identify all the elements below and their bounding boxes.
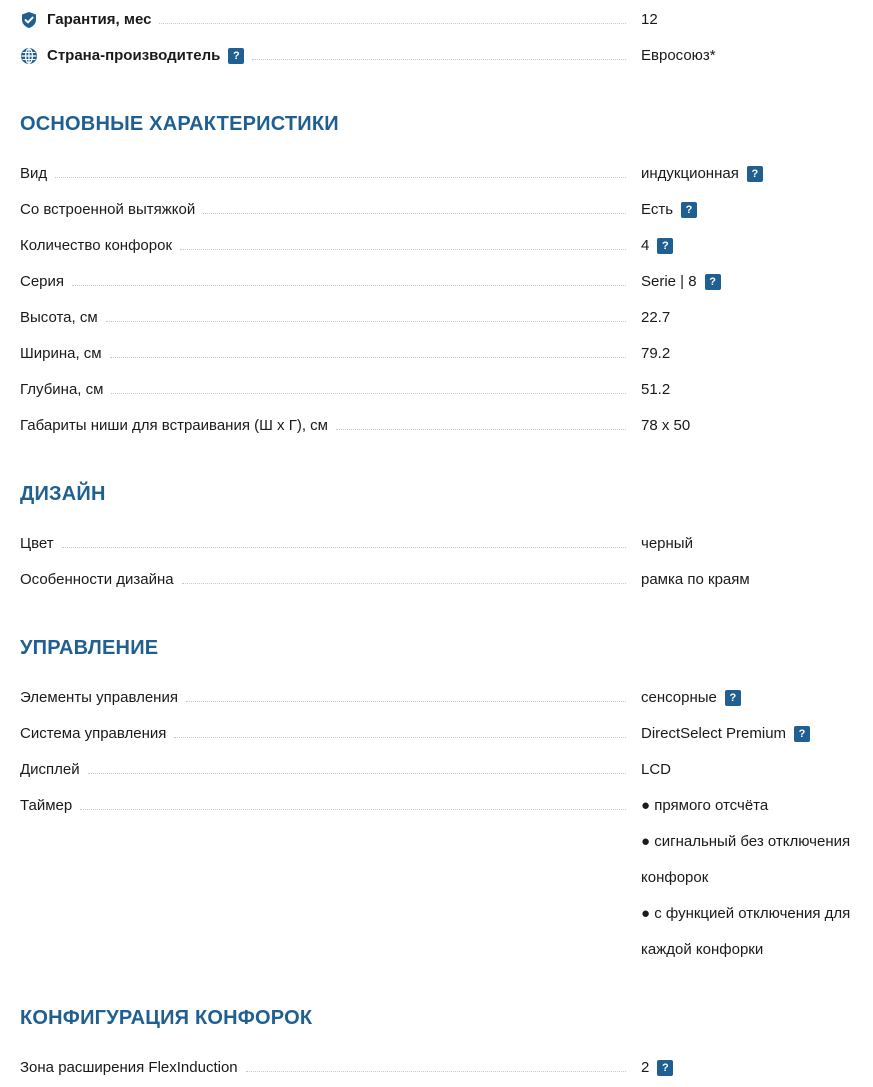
dotted-leader <box>246 1071 626 1072</box>
shield-check-icon <box>20 11 38 29</box>
spec-label: Дисплей <box>20 752 88 788</box>
dotted-leader <box>72 285 626 286</box>
spec-value: 79.2 <box>641 345 671 362</box>
bullet-glyph: ● <box>641 833 651 850</box>
spec-value: 51.2 <box>641 381 671 398</box>
help-icon[interactable]: ? <box>657 238 673 254</box>
spec-value: Евросоюз* <box>641 47 716 64</box>
bullet-glyph: ● <box>641 797 651 814</box>
spec-row <box>20 526 873 562</box>
spec-label: Ширина, см <box>20 336 110 372</box>
dotted-leader <box>80 809 626 810</box>
spec-row <box>20 1050 873 1086</box>
help-icon[interactable]: ? <box>228 48 244 64</box>
spec-label: Элементы управления <box>20 680 186 716</box>
spec-label: Особенности дизайна <box>20 562 182 598</box>
spec-label: Количество конфорок <box>20 228 180 264</box>
spec-row <box>20 228 873 264</box>
timer-option: ● с функцией отключения для <box>641 905 851 922</box>
dotted-leader <box>159 23 626 24</box>
spec-row <box>20 300 873 336</box>
help-icon[interactable]: ? <box>725 690 741 706</box>
help-icon[interactable]: ? <box>794 726 810 742</box>
spec-row <box>20 562 873 598</box>
spec-label: Габариты ниши для встраивания (Ш х Г), см <box>20 408 336 444</box>
bullet-glyph: ● <box>641 905 651 922</box>
help-icon[interactable]: ? <box>657 1060 673 1076</box>
spec-label: Система управления <box>20 716 174 752</box>
spec-label: Зона расширения FlexInduction <box>20 1050 246 1086</box>
spec-value: 12 <box>641 11 658 28</box>
spec-row <box>20 716 873 752</box>
help-icon[interactable]: ? <box>747 166 763 182</box>
spec-row <box>20 156 873 192</box>
spec-label: Высота, см <box>20 300 106 336</box>
spec-value: 78 x 50 <box>641 417 691 434</box>
spec-row <box>20 264 873 300</box>
spec-value: индукционная <box>641 165 739 182</box>
spec-value: 22.7 <box>641 309 671 326</box>
dotted-leader <box>203 213 626 214</box>
spec-value: LCD <box>641 761 672 778</box>
spec-value: DirectSelect Premium <box>641 725 787 742</box>
help-icon[interactable]: ? <box>705 274 721 290</box>
spec-row <box>20 372 873 408</box>
timer-option-continuation: конфорок <box>641 869 709 886</box>
spec-value: сенсорные <box>641 689 717 706</box>
spec-label: Цвет <box>20 526 62 562</box>
spec-row-country <box>20 38 873 74</box>
spec-label: Серия <box>20 264 72 300</box>
dotted-leader <box>106 321 626 322</box>
globe-icon <box>20 47 38 65</box>
dotted-leader <box>55 177 626 178</box>
spec-label: Глубина, см <box>20 372 111 408</box>
dotted-leader <box>252 59 626 60</box>
dotted-leader <box>62 547 626 548</box>
section-title-main: ОСНОВНЫЕ ХАРАКТЕРИСТИКИ <box>20 113 339 135</box>
dotted-leader <box>182 583 626 584</box>
spec-label: Страна-производитель <box>47 47 221 64</box>
timer-option-continuation: каждой конфорки <box>641 941 764 958</box>
spec-label: Со встроенной вытяжкой <box>20 192 203 228</box>
dotted-leader <box>111 393 626 394</box>
dotted-leader <box>180 249 626 250</box>
spec-row <box>20 192 873 228</box>
spec-value: Есть <box>641 201 674 218</box>
spec-value: 2 <box>641 1059 650 1076</box>
dotted-leader <box>110 357 626 358</box>
help-icon[interactable]: ? <box>681 202 697 218</box>
spec-row <box>20 680 873 716</box>
spec-value: 4 <box>641 237 650 254</box>
section-title-design: ДИЗАЙН <box>20 483 106 505</box>
dotted-leader <box>186 701 626 702</box>
spec-value: Serie | 8 <box>641 273 697 290</box>
spec-label: Гарантия, мес <box>47 11 152 28</box>
dotted-leader <box>336 429 626 430</box>
section-title-control: УПРАВЛЕНИЕ <box>20 637 159 659</box>
timer-option: ● прямого отсчёта <box>641 797 769 814</box>
spec-row <box>20 408 873 444</box>
spec-label: Таймер <box>20 788 80 824</box>
spec-label: Вид <box>20 156 55 192</box>
spec-row-timer <box>20 788 873 968</box>
spec-row <box>20 336 873 372</box>
spec-row <box>20 752 873 788</box>
timer-option: ● сигнальный без отключения <box>641 833 851 850</box>
spec-value: рамка по краям <box>641 571 750 588</box>
dotted-leader <box>88 773 626 774</box>
section-title-burners: КОНФИГУРАЦИЯ КОНФОРОК <box>20 1007 313 1029</box>
spec-value: черный <box>641 535 693 552</box>
dotted-leader <box>174 737 626 738</box>
spec-row-warranty <box>20 2 873 38</box>
